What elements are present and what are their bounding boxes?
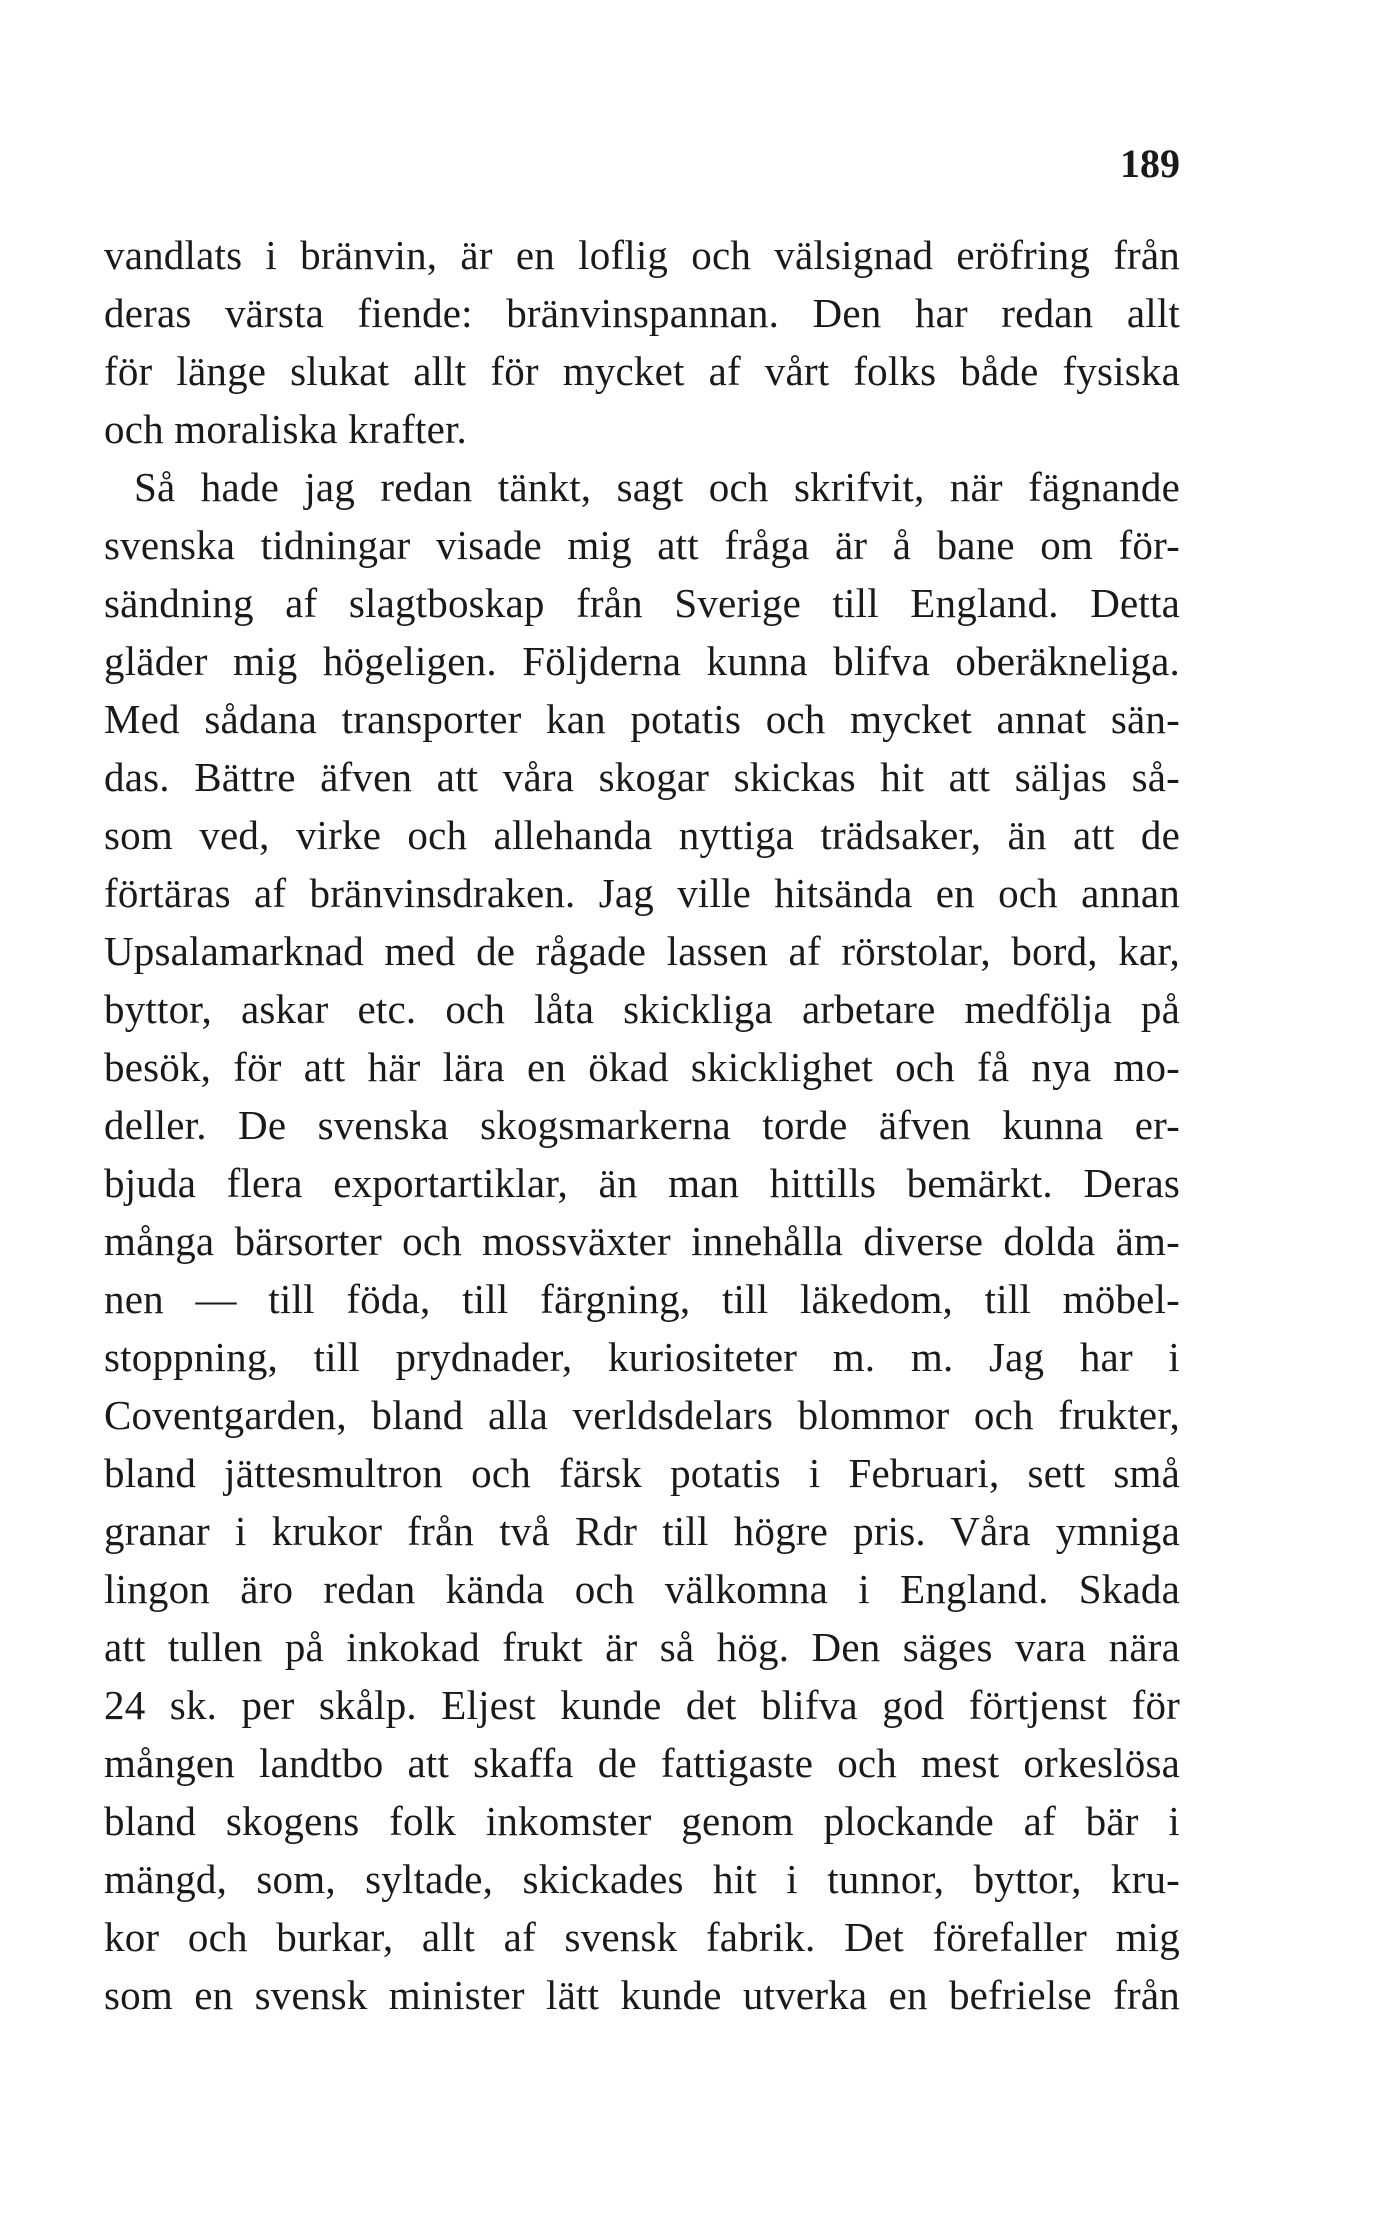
text-line: bjuda flera exportartiklar, än man hittills bemärkt. Deras (104, 1160, 1180, 1206)
text-line: deller. De svenska skogsmarkerna torde äfven kunna er- (104, 1102, 1180, 1148)
text-line: Coventgarden, bland alla verldsdelars blommor och frukter, (104, 1392, 1180, 1438)
text-line: stoppning, till prydnader, kuriositeter m. m. Jag har i (104, 1334, 1180, 1380)
text-line: byttor, askar etc. och låta skickliga arbetare medfölja på (104, 986, 1180, 1032)
text-line: att tullen på inkokad frukt är så hög. Den säges vara nära (104, 1624, 1180, 1670)
text-line: gläder mig högeligen. Följderna kunna blifva oberäkneliga. (104, 638, 1180, 684)
text-line: nen — till föda, till färgning, till läkedom, till möbel- (104, 1276, 1180, 1322)
text-line: som en svensk minister lätt kunde utverka en befrielse från (104, 1972, 1180, 2018)
text-line: mängd, som, syltade, skickades hit i tunnor, byttor, kru- (104, 1856, 1180, 1902)
text-line: som ved, virke och allehanda nyttiga trädsaker, än att de (104, 812, 1180, 858)
text-line: kor och burkar, allt af svensk fabrik. Det förefaller mig (104, 1914, 1180, 1960)
text-line: lingon äro redan kända och välkomna i England. Skada (104, 1566, 1180, 1612)
text-line: das. Bättre äfven att våra skogar skickas hit att säljas så- (104, 754, 1180, 800)
text-line: deras värsta fiende: bränvinspannan. Den har redan allt (104, 290, 1180, 336)
text-line: 24 sk. per skålp. Eljest kunde det blifva god förtjenst för (104, 1682, 1180, 1728)
text-line: bland jättesmultron och färsk potatis i Februari, sett små (104, 1450, 1180, 1496)
page-number: 189 (1120, 141, 1180, 186)
text-line: för länge slukat allt för mycket af vårt folks både fysiska (104, 348, 1180, 394)
text-line: Så hade jag redan tänkt, sagt och skrifvit, när fägnande (134, 464, 1180, 510)
text-line: sändning af slagtboskap från Sverige till England. Detta (104, 580, 1180, 626)
text-line: Med sådana transporter kan potatis och mycket annat sän- (104, 696, 1180, 742)
text-line: granar i krukor från två Rdr till högre pris. Våra ymniga (104, 1508, 1180, 1554)
text-line: svenska tidningar visade mig att fråga är å bane om för- (104, 522, 1180, 568)
text-line: förtäras af bränvinsdraken. Jag ville hitsända en och annan (104, 870, 1180, 916)
text-line: mången landtbo att skaffa de fattigaste och mest orkeslösa (104, 1740, 1180, 1786)
text-line: bland skogens folk inkomster genom plockande af bär i (104, 1798, 1180, 1844)
body-text (104, 226, 1180, 2024)
text-line: vandlats i bränvin, är en loflig och välsignad eröfring från (104, 232, 1180, 278)
text-line: många bärsorter och mossväxter innehålla diverse dolda äm- (104, 1218, 1180, 1264)
text-line: Upsalamarknad med de rågade lassen af rörstolar, bord, kar, (104, 928, 1180, 974)
text-line: besök, för att här lära en ökad skicklighet och få nya mo- (104, 1044, 1180, 1090)
text-line: och moraliska krafter. (104, 406, 468, 452)
